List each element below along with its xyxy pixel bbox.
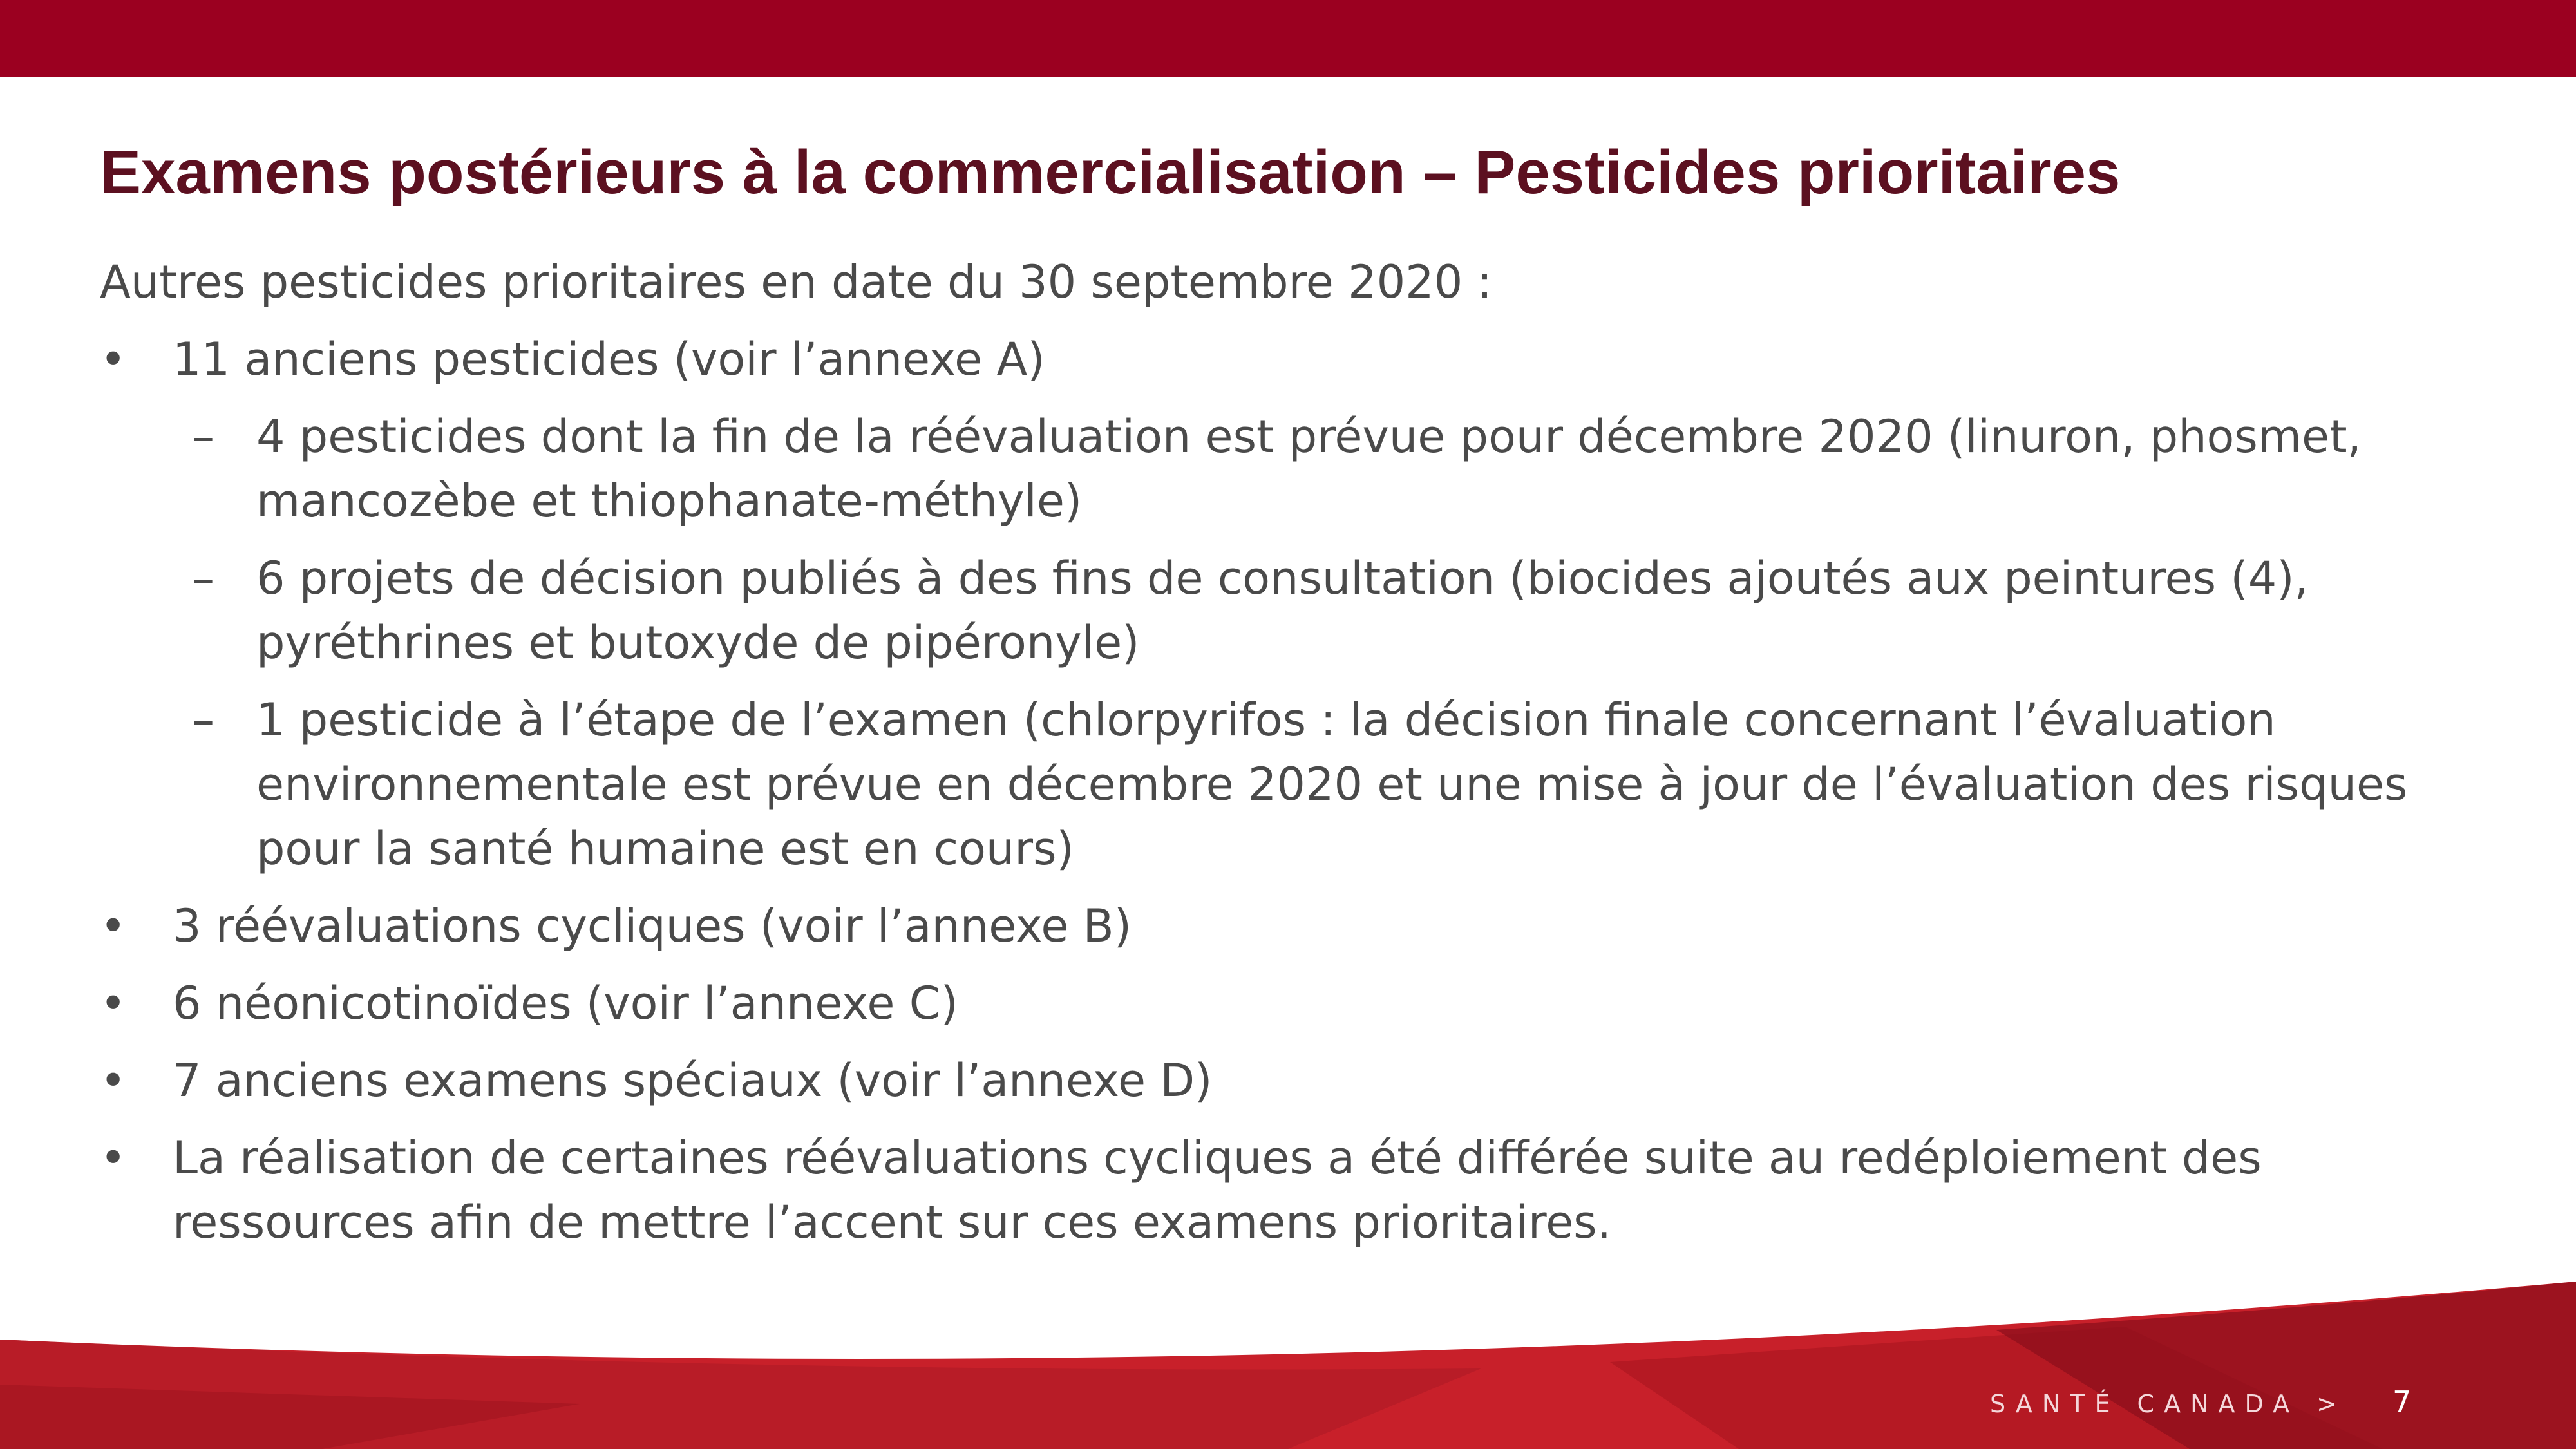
bullet-text: 4 pesticides dont la fin de la réévaluation est prévue pour décembre 2020 (linuron, phosmet,: [256, 410, 2362, 463]
slide-body: [100, 250, 2408, 1255]
footer-swoosh: [0, 1256, 2576, 1449]
sub-bullet-chlorpyrifos: [100, 688, 2408, 881]
bullet-marker: –: [192, 694, 214, 746]
bullet-text: environnementale est prévue en décembre 2020 et une mise à jour de l’évaluation des risques: [256, 758, 2408, 811]
sub-bullet-re-evaluation-december: [100, 404, 2362, 533]
bullet-text: 1 pesticide à l’étape de l’examen (chlorpyrifos : la décision finale concernant l’évaluation: [256, 694, 2276, 746]
page-number: 7: [2392, 1385, 2412, 1419]
bullet-marker: •: [100, 1054, 127, 1107]
bullet-marker: •: [100, 333, 127, 386]
bullet-special-reviews: [100, 1048, 2354, 1113]
bullet-text: 3 réévaluations cycliques (voir l’annexe B): [173, 900, 1132, 952]
intro-text: Autres pesticides prioritaires en date du 30 septembre 2020 :: [100, 256, 1493, 308]
bullet-deferred-reviews: [100, 1126, 2354, 1255]
bullet-marker: –: [192, 410, 214, 463]
health-canada-wordmark: SANTÉ CANADA >: [1990, 1390, 2347, 1418]
bullet-text: mancozèbe et thiophanate-méthyle): [256, 475, 1083, 527]
bullet-neonicotinoids: [100, 971, 2354, 1036]
bullet-marker: •: [100, 1132, 127, 1184]
bullet-text: pyréthrines et butoxyde de pipéronyle): [256, 616, 1140, 669]
slide-title: Examens postérieurs à la commercialisation – Pesticides prioritaires: [100, 138, 2121, 207]
bullet-text: 7 anciens examens spéciaux (voir l’annexe D): [173, 1054, 1213, 1107]
sub-bullet-draft-decisions: [100, 546, 2354, 675]
bullet-text: ressources afin de mettre l’accent sur ces examens prioritaires.: [173, 1196, 1611, 1249]
bullet-marker: •: [100, 977, 127, 1030]
bullet-marker: –: [192, 552, 214, 605]
bullet-text: 6 néonicotinoïdes (voir l’annexe C): [173, 977, 958, 1030]
bullet-text: 6 projets de décision publiés à des fins de consultation (biocides ajoutés aux peintures (4),: [256, 552, 2309, 605]
top-banner: [0, 0, 2576, 77]
bullet-marker: •: [100, 900, 127, 952]
bullet-cyclical-re-evaluations: [100, 894, 2354, 958]
bullet-text: 11 anciens pesticides (voir l’annexe A): [173, 333, 1045, 386]
bullet-text: La réalisation de certaines réévaluations cycliques a été différée suite au redéploiement des: [173, 1132, 2262, 1184]
bullet-text: pour la santé humaine est en cours): [256, 822, 1074, 875]
bullet-old-pesticides: [100, 327, 2354, 392]
